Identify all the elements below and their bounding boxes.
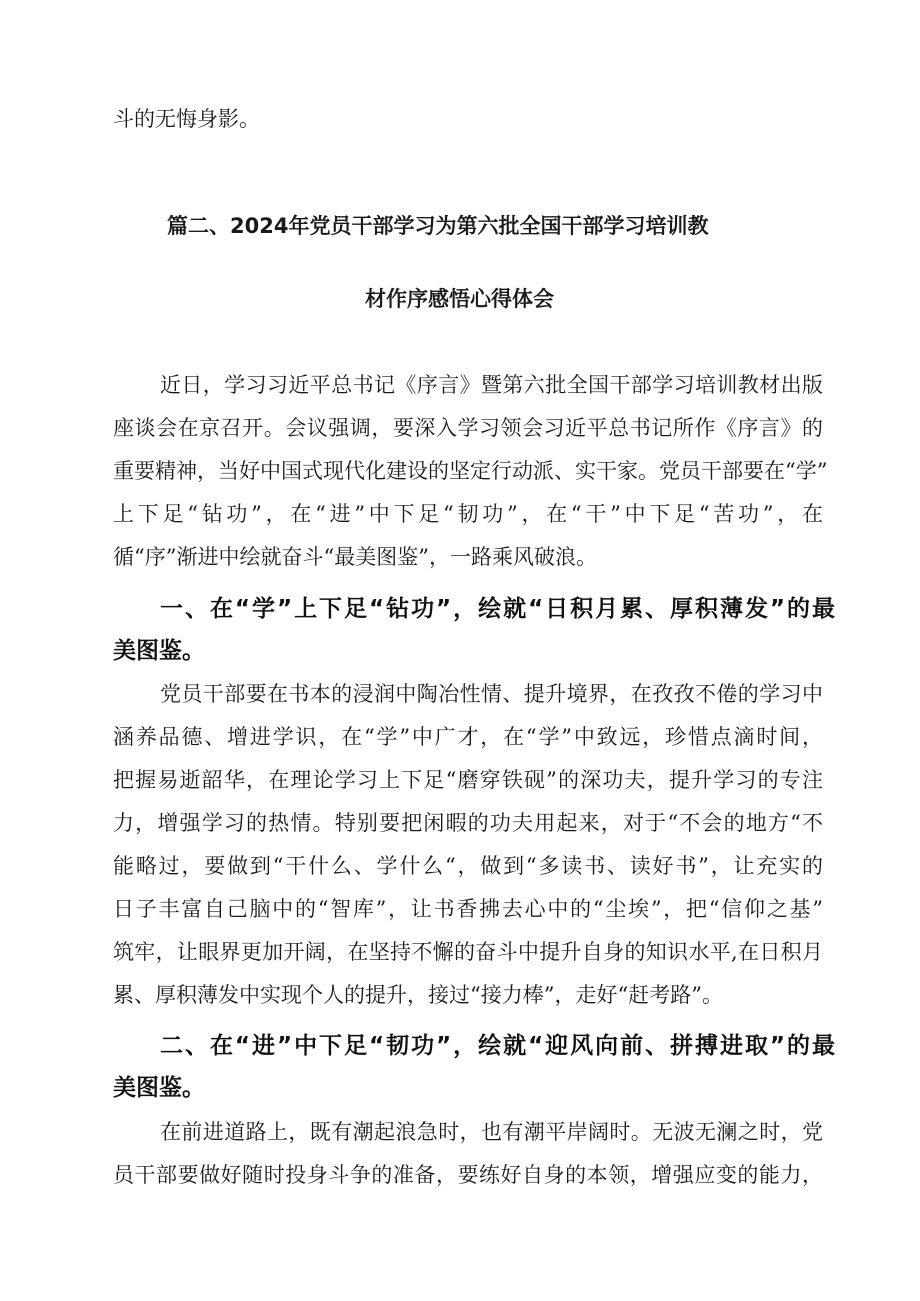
intro-paragraph-line: 近日，学习习近平总书记《序言》暨第六批全国干部学习培训教材出版 xyxy=(160,373,823,397)
intro-paragraph-line: 上下足“钻功”，在“进”中下足“韧功”，在“干”中下足“苦功”，在 xyxy=(113,502,823,526)
section-1-body-line: 涵养品德、增进学识，在“学”中广才，在“学”中致远，珍惜点滴时间， xyxy=(113,725,823,749)
section-1-body-line: 力，增强学习的热情。特别要把闲暇的功夫用起来，对于“不会的地方“不 xyxy=(113,811,823,835)
intro-paragraph-line: 座谈会在京召开。会议强调，要深入学习领会习近平总书记所作《序言》的 xyxy=(113,416,823,440)
section-1-heading-line: 美图鉴。 xyxy=(113,638,205,664)
section-1-body-line: 日子丰富自己脑中的“智库”，让书香拂去心中的“尘埃”，把“信仰之基” xyxy=(113,897,823,921)
section-1-body-line: 党员干部要在书本的浸润中陶冶性情、提升境界，在孜孜不倦的学习中 xyxy=(160,682,823,706)
section-2-heading-line: 美图鉴。 xyxy=(113,1075,205,1101)
document-title-line-2: 材作序感悟心得体会 xyxy=(365,287,554,311)
opening-fragment: 斗的无悔身影。 xyxy=(113,107,260,131)
section-1-body-line: 能略过，要做到“干什么、学什么“，做到“多读书、读好书”，让充实的 xyxy=(113,854,823,878)
intro-paragraph-line: 重要精神，当好中国式现代化建设的坚定行动派、实干家。党员干部要在“学” xyxy=(113,459,828,483)
intro-paragraph-line: 循“序”渐进中绘就奋斗“最美图鉴”，一路乘风破浪。 xyxy=(113,545,597,569)
section-1-body-line: 筑牢，让眼界更加开阔，在坚持不懈的奋斗中提升自身的知识水平,在日积月 xyxy=(113,940,823,964)
document-title-line-1: 篇二、2024年党员干部学习为第六批全国干部学习培训教 xyxy=(167,214,709,238)
section-2-body-line: 在前进道路上，既有潮起浪急时，也有潮平岸阔时。无波无澜之时，党 xyxy=(160,1120,823,1144)
section-1-heading-line: 一、在“学”上下足“钻功”，绘就“日积月累、厚积薄发”的最 xyxy=(160,596,835,622)
section-2-heading-line: 二、在“进”中下足“韧功”，绘就“迎风向前、拼搏进取”的最 xyxy=(160,1033,835,1059)
section-2-body-line: 员干部要做好随时投身斗争的准备，要练好自身的本领，增强应变的能力， xyxy=(113,1163,823,1187)
section-1-body-line: 把握易逝韶华，在理论学习上下足“磨穿铁砚”的深功夫，提升学习的专注 xyxy=(113,768,823,792)
section-1-body-line: 累、厚积薄发中实现个人的提升，接过“接力棒”，走好“赶考路”。 xyxy=(113,983,723,1007)
